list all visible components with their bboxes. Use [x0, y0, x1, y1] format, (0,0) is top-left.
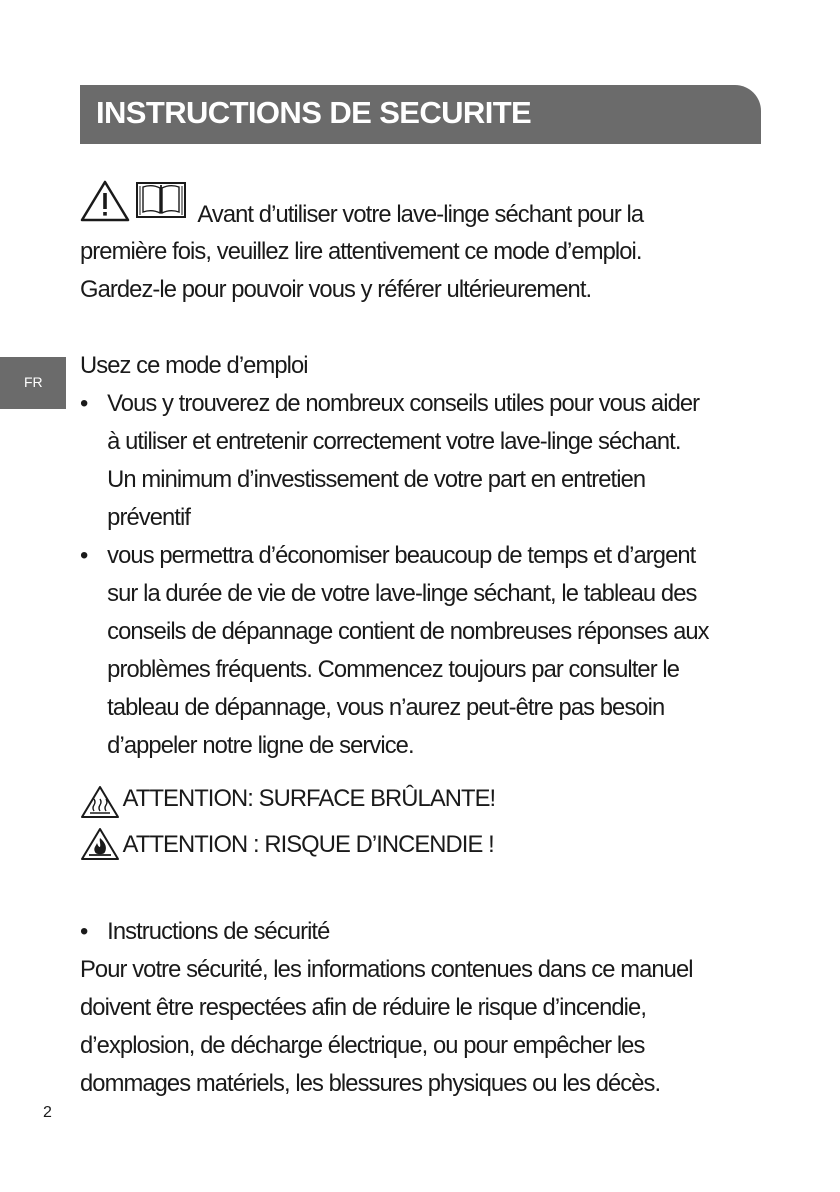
- manual-book-icon: [135, 180, 187, 220]
- safety-text: dommages matériels, les blessures physiques ou les décès.: [80, 1070, 661, 1097]
- bullet-marker: •: [80, 542, 88, 569]
- section-title: INSTRUCTIONS DE SECURITE: [96, 95, 532, 130]
- section-heading: Usez ce mode d’emploi: [80, 352, 308, 379]
- safety-text: d’explosion, de décharge électrique, ou pour empêcher les: [80, 1032, 645, 1059]
- bullet-text: tableau de dépannage, vous n’aurez peut-être pas besoin: [107, 694, 665, 721]
- bullet-text: vous permettra d’économiser beaucoup de temps et d’argent: [107, 542, 696, 569]
- intro-text: première fois, veuillez lire attentivement ce mode d’emploi.: [80, 238, 642, 265]
- intro-text: Gardez-le pour pouvoir vous y référer ultérieurement.: [80, 276, 592, 303]
- bullet-text: d’appeler notre ligne de service.: [107, 732, 414, 759]
- bullet-marker: •: [80, 918, 88, 945]
- hot-surface-warning-icon: [80, 785, 120, 819]
- bullet-text: conseils de dépannage contient de nombreuses réponses aux: [107, 618, 709, 645]
- bullet-text: Vous y trouverez de nombreux conseils utiles pour vous aider: [107, 390, 700, 417]
- intro-text: Avant d’utiliser votre lave-linge séchant pour la: [197, 201, 644, 228]
- bullet-text: sur la durée de vie de votre lave-linge séchant, le tableau des: [107, 580, 697, 607]
- safety-bullet-text: Instructions de sécurité: [107, 918, 330, 945]
- warning-triangle-icon: [80, 180, 130, 222]
- fire-risk-warning-icon: [80, 827, 120, 861]
- safety-text: Pour votre sécurité, les informations contenues dans ce manuel: [80, 956, 693, 983]
- hot-surface-warning-text: ATTENTION: SURFACE BRÛLANTE!: [122, 785, 496, 812]
- fire-risk-warning-text: ATTENTION : RISQUE D’INCENDIE !: [122, 831, 494, 858]
- bullet-marker: •: [80, 390, 88, 417]
- bullet-text: Un minimum d’investissement de votre part en entretien: [107, 466, 646, 493]
- safety-text: doivent être respectées afin de réduire le risque d’incendie,: [80, 994, 647, 1021]
- page-number: 2: [43, 1104, 52, 1121]
- language-label: FR: [24, 374, 43, 390]
- bullet-text: préventif: [107, 504, 191, 531]
- bullet-text: à utiliser et entretenir correctement votre lave-linge séchant.: [107, 428, 681, 455]
- bullet-text: problèmes fréquents. Commencez toujours par consulter le: [107, 656, 680, 683]
- section-header-banner: [80, 85, 761, 144]
- language-tab: [0, 357, 66, 409]
